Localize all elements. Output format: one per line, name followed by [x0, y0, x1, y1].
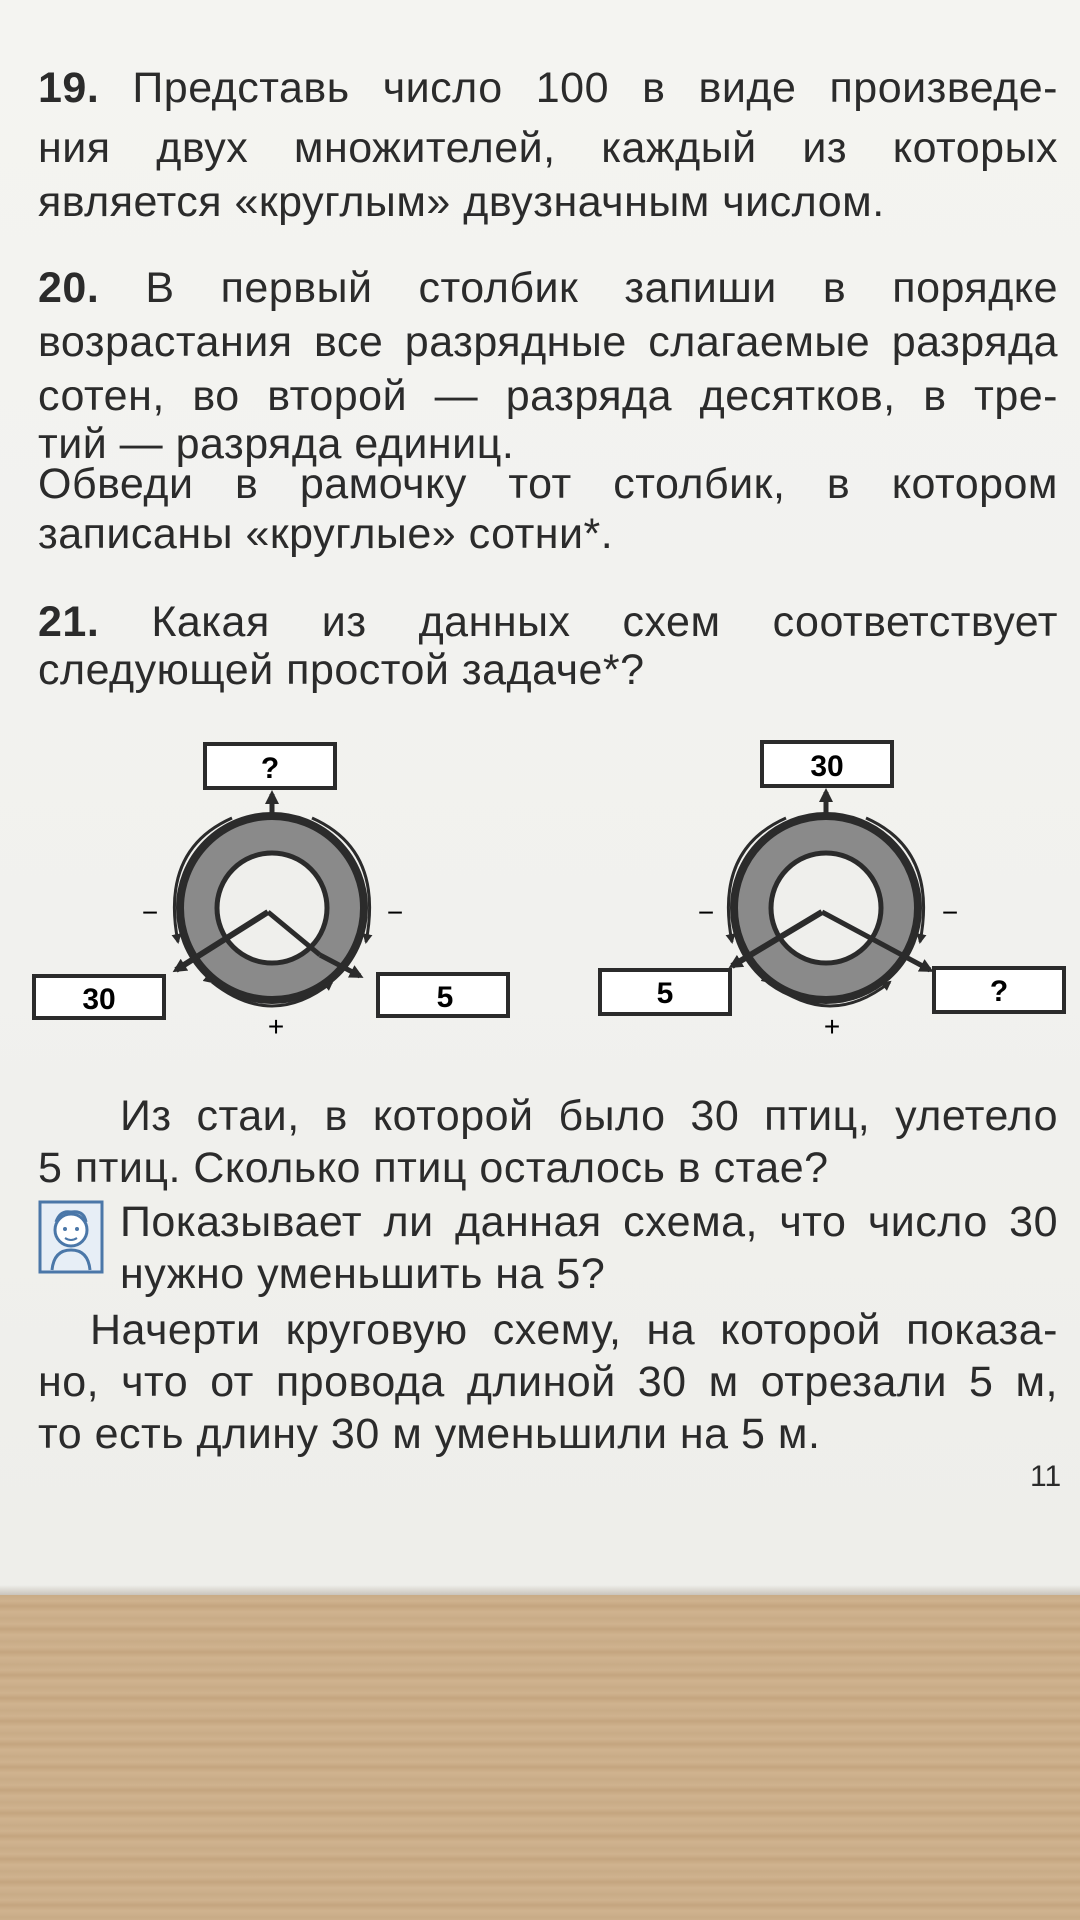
- task-20-line-6: записаны «круглые» сотни*.: [38, 510, 614, 558]
- thinking-boy-icon: [38, 1200, 104, 1274]
- task-20-number: 20.: [38, 264, 100, 312]
- scheme-2-left-label: 5: [656, 977, 674, 1010]
- page-number: 11: [1030, 1460, 1062, 1493]
- scheme-1-right-label: 5: [436, 981, 454, 1014]
- scheme-1-minus-right: −: [386, 897, 404, 928]
- scheme-2-right-label: ?: [989, 975, 1009, 1008]
- wooden-table: [0, 1595, 1080, 1920]
- scheme-1-plus: +: [267, 1011, 285, 1042]
- scheme-1-top-label: ?: [260, 752, 280, 785]
- task-20-line-1: 20. В первый столбик запиши в порядке: [38, 264, 1058, 312]
- scheme-2-inner-circle: [771, 853, 881, 963]
- question-line-1: Показывает ли данная схема, что число 30: [120, 1198, 1058, 1246]
- scheme-1: [34, 744, 508, 1042]
- task-20-line-5: Обведи в рамочку тот столбик, в котором: [38, 460, 1058, 508]
- problem-line-2: 5 птиц. Сколько птиц осталось в стае?: [38, 1144, 829, 1192]
- task-21-line-2: следующей простой задаче*?: [38, 646, 645, 694]
- scheme-1-minus-left: −: [141, 897, 159, 928]
- scheme-2-minus-left: −: [697, 897, 715, 928]
- scheme-2-minus-right: −: [941, 897, 959, 928]
- scheme-2-plus: +: [823, 1011, 841, 1042]
- task-21-line-1: 21. Какая из данных схем соответствует: [38, 598, 1058, 646]
- question-line-2: нужно уменьшить на 5?: [120, 1250, 606, 1298]
- problem-line-1: Из стаи, в которой было 30 птиц, улетело: [120, 1092, 1058, 1140]
- scheme-1-left-label: 30: [82, 983, 116, 1016]
- task-19-line-1: 19. Представь число 100 в виде произведе-: [38, 64, 1059, 112]
- task-line-3: то есть длину 30 м уменьшили на 5 м.: [38, 1410, 821, 1458]
- circle-schemes: [0, 730, 1080, 1090]
- task-19-line-2: ния двух множителей, каждый из которых: [38, 124, 1058, 172]
- task-20-line-3: сотен, во второй — разряда десятков, в тре-: [38, 372, 1058, 420]
- task-20-line-2: возрастания все разрядные слагаемые разряда: [38, 318, 1058, 366]
- task-line-1: Начерти круговую схему, на которой показа-: [90, 1306, 1058, 1354]
- task-21-number: 21.: [38, 598, 100, 646]
- scheme-2-top-label: 30: [810, 750, 844, 783]
- task-19-number: 19.: [38, 64, 100, 112]
- scheme-2: [600, 742, 1064, 1042]
- task-20-line-4: тий — разряда единиц.: [38, 420, 515, 468]
- task-19-line-3: является «круглым» двузначным числом.: [38, 178, 885, 226]
- task-line-2: но, что от провода длиной 30 м отрезали 5 м,: [38, 1358, 1058, 1406]
